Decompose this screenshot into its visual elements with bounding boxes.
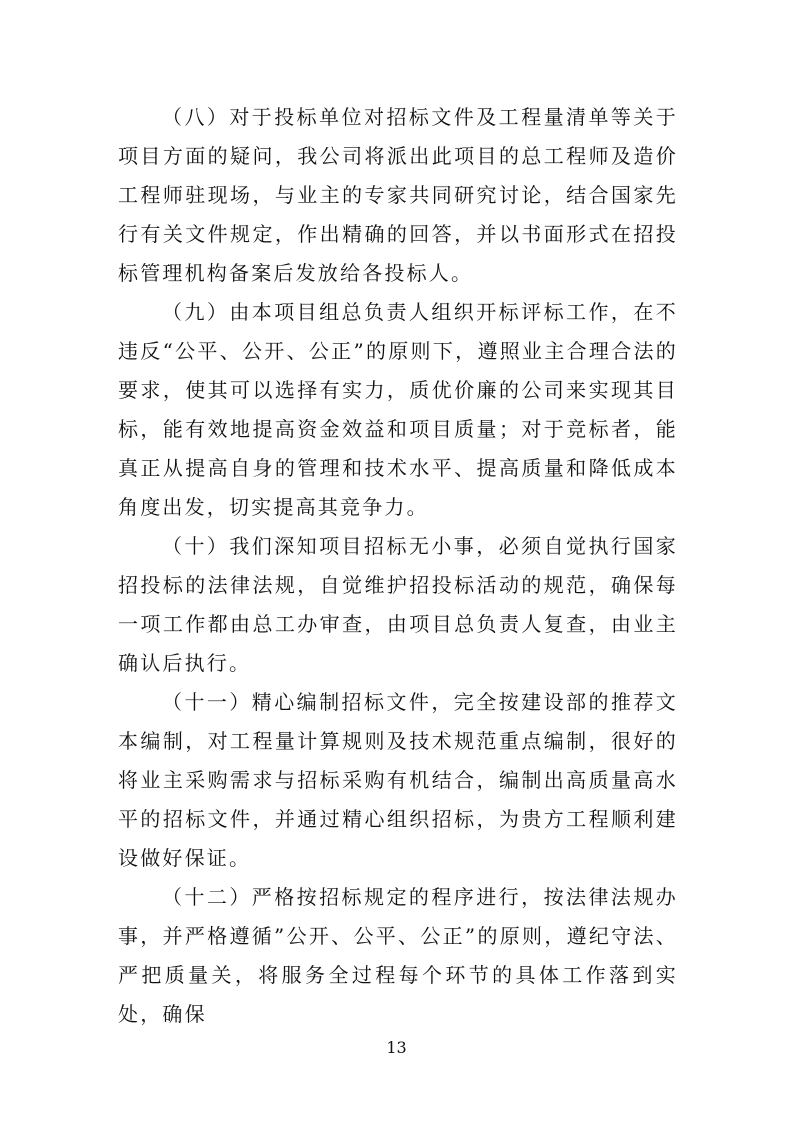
paragraph-10: （十）我们深知项目招标无小事，必须自觉执行国家招投标的法律法规，自觉维护招投标活动的规范，确保每一项工作都由总工办审查，由项目总负责人复查，由业主确认后执行。 bbox=[118, 534, 678, 675]
paragraph-9: （九）由本项目组总负责人组织开标评标工作，在不违反“公平、公开、公正”的原则下，遵照业主合理合法的要求，使其可以选择有实力，质优价廉的公司来实现其目标，能有效地提高资金效益和项目质量；对于竞标者，能真正从提高自身的管理和技术水平、提高质量和降低成本角度出发，切实提高其竞争力。 bbox=[118, 300, 678, 519]
paragraph-12: （十二）严格按招标规定的程序进行，按法律法规办事，并严格遵循”公开、公平、公正”的原则，遵纪守法、严把质量关，将服务全过程每个环节的具体工作落到实处，确保 bbox=[118, 885, 678, 1026]
paragraph-11: （十一）精心编制招标文件，完全按建设部的推荐文本编制，对工程量计算规则及技术规范重点编制，很好的将业主采购需求与招标采购有机结合，编制出高质量高水平的招标文件，并通过精心组织招标，为贵方工程顺利建设做好保证。 bbox=[118, 690, 678, 870]
page-number: 13 bbox=[386, 1038, 407, 1057]
document-body bbox=[118, 98, 678, 1034]
paragraph-8: （八）对于投标单位对招标文件及工程量清单等关于项目方面的疑问，我公司将派出此项目的总工程师及造价工程师驻现场，与业主的专家共同研究讨论，结合国家先行有关文件规定，作出精确的回答，并以书面形式在招投标管理机构备案后发放给各投标人。 bbox=[118, 105, 678, 285]
